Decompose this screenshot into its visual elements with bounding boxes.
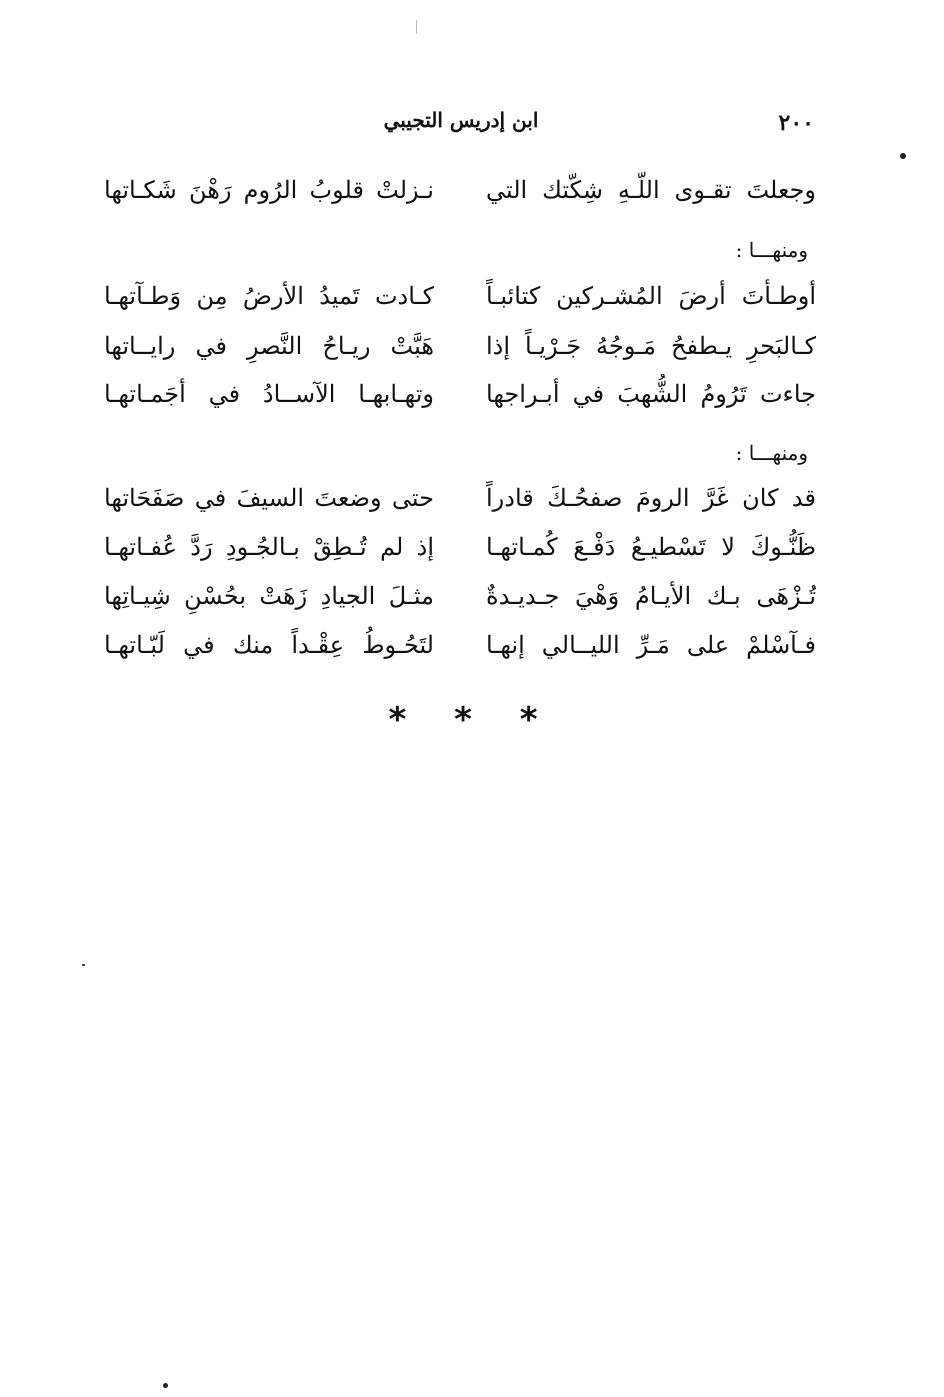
second-hemistich: حتى وضعتَ السيفَ في صَفَحَاتها <box>104 484 434 512</box>
scan-speck <box>900 153 906 159</box>
page-number: ٢٠٠ <box>778 110 814 136</box>
first-hemistich: فـآسْلمْ على مَـرِّ الليــالي إنهـا <box>486 631 816 659</box>
first-hemistich: أوطـأتَ أرضَ المُشـركين كتائبـاً <box>486 282 816 310</box>
second-hemistich: كـادت تَميدُ الأرضُ مِن وَطـآتهـا <box>104 282 434 310</box>
second-hemistich: إذ لم تُـطِقْ بـالجُـودِ رَدَّ عُفـاتهـا <box>104 533 434 561</box>
first-hemistich: وجعلتَ تقـوى اللّـهِ شِكّتك التي <box>486 176 816 204</box>
page-header <box>100 108 822 148</box>
scan-speck <box>416 20 417 34</box>
running-title: ابن إدريس التجيبي <box>383 108 539 132</box>
verse-line <box>104 527 816 567</box>
first-hemistich: تُـزْهَى بـك الأيـامُ وَهْيَ جـديـدةٌ <box>486 582 816 610</box>
second-hemistich: وتهـابهـا الآســادُ في أجَمـاتهـا <box>104 380 434 408</box>
second-hemistich: هَبَّتْ ريـاحُ النَّصرِ في رايــاتها <box>104 332 434 360</box>
verse-line <box>104 478 816 518</box>
verse-line <box>104 276 816 316</box>
first-hemistich: ظَنُّـوكَ لا تَسْطيـعُ دَفْـعَ كُمـاتهـا <box>486 533 816 561</box>
section-ornament: * * * <box>388 700 556 740</box>
second-hemistich: مثـلَ الجيادِ زَهَتْ بحُسْنِ شِيـاتِها <box>104 582 434 610</box>
scan-speck <box>163 1383 168 1388</box>
scan-speck <box>82 964 85 966</box>
verse-line <box>104 326 816 366</box>
second-hemistich: لتَحُـوطُ عِقْـداً منك في لَبّـاتهـا <box>104 631 434 659</box>
verse-line <box>104 170 816 210</box>
first-hemistich: جاءت تَرُومُ الشُّهبَ في أبـراجها <box>486 380 816 408</box>
first-hemistich: قد كان غَرَّ الرومَ صفحُـكَ قادراً <box>486 484 816 512</box>
verse-line <box>104 374 816 414</box>
section-label: ومنهـــا : <box>735 441 808 465</box>
section-label: ومنهـــا : <box>735 238 808 262</box>
verse-line <box>104 625 816 665</box>
verse-line <box>104 576 816 616</box>
second-hemistich: نـزلتْ قلوبُ الرُوم رَهْنَ شَكـاتها <box>104 176 434 204</box>
first-hemistich: كـالبَحرِ يـطفحُ مَـوجُهُ جَـرْيـاً إذا <box>486 332 816 360</box>
